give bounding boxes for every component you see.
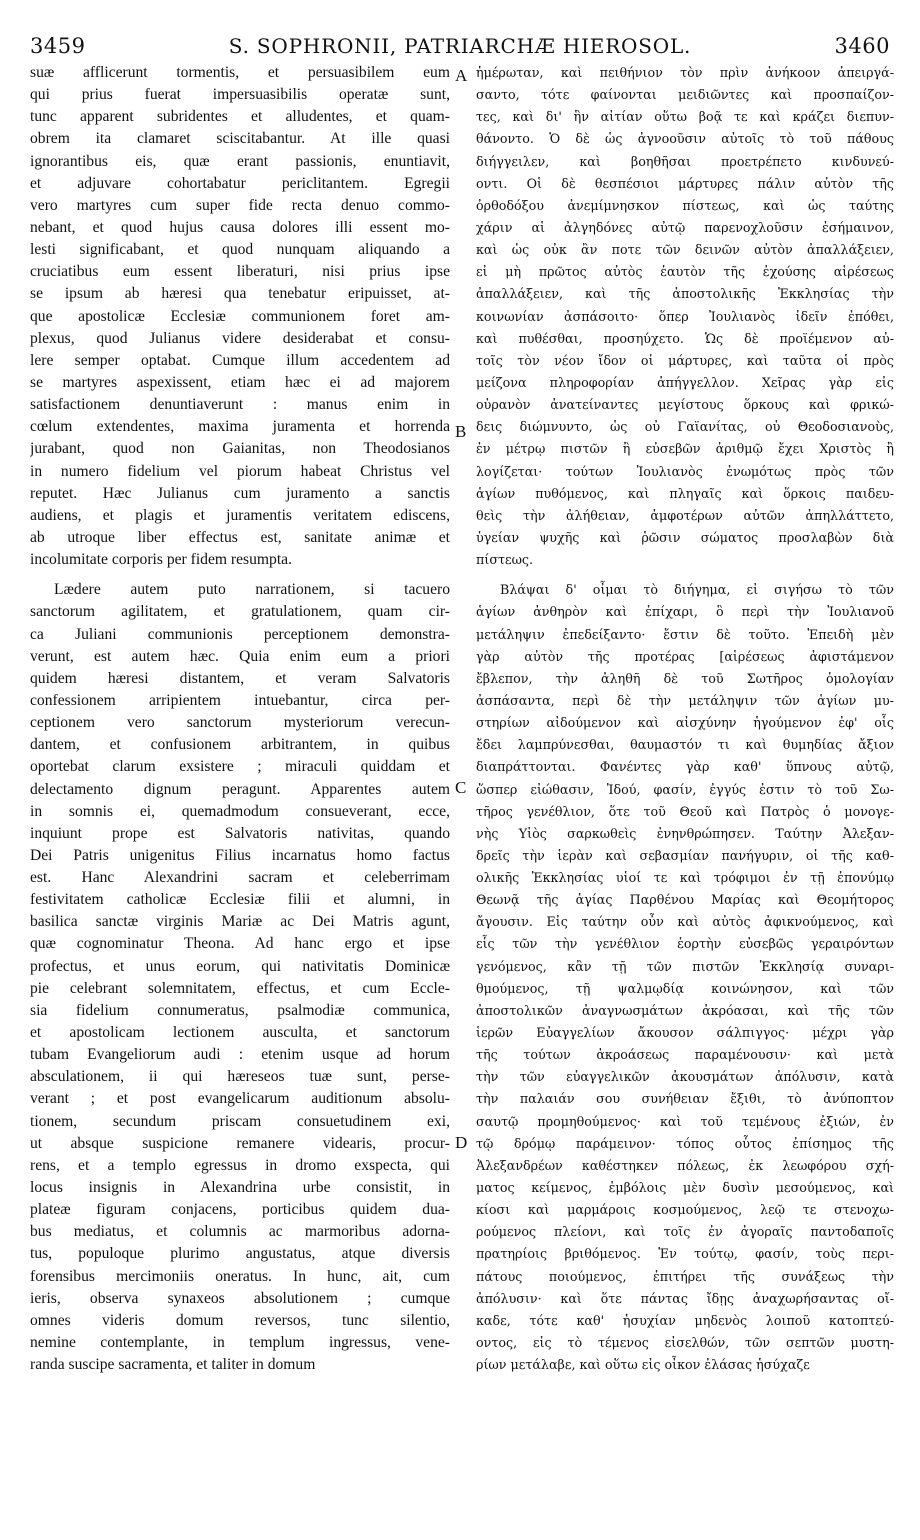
- text-line: τῷ δρόμῳ παράμεινον· τόπος οὗτος ἐπίσημος τῆς: [476, 1135, 894, 1151]
- text-line: tionem, secundum priscam consuetudinem exi,: [30, 1112, 450, 1130]
- text-line: τὴν παλαιάν σου συνήθειαν ἔξιθι, τὸ ἀνύποπτον: [476, 1091, 894, 1107]
- text-line: profectus, et unus eorum, qui nativitatis Dominicæ: [30, 957, 450, 975]
- paragraph: [30, 62, 450, 571]
- text-line: ab utroque liber effectus est, sanitate animæ et: [30, 528, 450, 546]
- text-line: ἁγίων ἀνθηρὸν καὶ ἐπίχαρι, ὃ περὶ τὴν Ἰουλιανοῦ: [476, 604, 894, 620]
- text-line: ρίων μετάλαβε, καὶ οὕτω εἰς οἶκον ἐλάσας ἡσύχαζε: [476, 1357, 810, 1373]
- text-line: jurabant, quod non Gaianitas, non Theodosianos: [30, 440, 450, 458]
- text-line: ὀρθοδόξου ἀνεμίμνησκον πίστεως, καὶ ὡς ταύτης: [476, 197, 894, 213]
- text-line: ρούμενος πλείονι, καὶ τοῖς ἐν ἀγοραῖς παντοδαποῖς: [476, 1224, 894, 1240]
- text-line: τῆρος γενέθλιον, ὅτε τοῦ Θεοῦ καὶ Πατρὸς ὁ μονογε-: [476, 803, 894, 819]
- text-line: ἔδει λαμπρύνεσθαι, θαυμαστόν τι καὶ θυμηδίας ἄξιον: [476, 737, 894, 753]
- running-title: S. SOPHRONII, PATRIARCHÆ HIEROSOL.: [228, 34, 692, 58]
- text-line: ceptionem vero sanctorum mysteriorum verecun-: [30, 714, 450, 732]
- text-line: μείζονα πληροφορίαν ἀπήγγελλον. Χεῖρας γὰρ εἰς: [476, 374, 894, 390]
- text-line: lere semper optabat. Cumque illum accedentem ad: [30, 351, 450, 369]
- paragraph-gap: [30, 571, 450, 579]
- margin-marker: A: [455, 66, 468, 85]
- text-line: pie celebrant solemnitatem, effectus, et cum Eccle-: [30, 979, 450, 997]
- text-line: ἀποστολικῶν ἀναγνωσμάτων ἀκρόασαι, καὶ τῆς τῶν: [476, 1002, 894, 1018]
- text-line: vero martyres cum super fide recta denuo commo-: [30, 196, 450, 214]
- text-line: oportebat clarum exsistere ; miraculi quiddam et: [30, 758, 450, 776]
- text-line: ἄγουσιν. Εἰς ταύτην οὖν καὶ αὐτὸς ἀφικνούμενος, καὶ: [476, 914, 894, 930]
- text-line: plexus, quod Julianus videre desiderabat et consu-: [30, 329, 450, 347]
- text-line: ὑγείαν ψυχῆς καὶ ῥῶσιν σώματος προσλαβὼν διὰ: [476, 529, 894, 545]
- text-line: quæ cognominatur Theona. Ad hanc ergo et ipse: [30, 935, 450, 953]
- text-line: σαυτῷ προμηθούμενος· καὶ τοῦ τεμένους ἐξιών, ἐν: [476, 1113, 894, 1129]
- text-line: cruciatibus eum essent liberaturi, nisi prius ipse: [30, 263, 450, 281]
- text-line: et adjuvare cohortabatur periclitantem. Egregii: [30, 174, 450, 192]
- text-line: quidem hæresi distantem, et veram Salvatoris: [30, 669, 450, 687]
- paragraph: [30, 579, 450, 1376]
- text-line: confessionem arripientem intuebantur, circa per-: [30, 691, 450, 709]
- text-line: θεὶς τὴν ἀλήθειαν, ἀμφοτέρων αὐτῶν ἀπηλλάττετο,: [476, 507, 894, 523]
- text-line: satisfactionem denuntiaverunt : manus enim in: [30, 396, 450, 414]
- text-line: τες, καὶ δι' ἣν αἰτίαν οὕτω βοᾷ τε καὶ κράζει διεπυν-: [476, 109, 894, 125]
- paragraph-gap: [476, 571, 894, 579]
- text-line: Dei Patris unigenitus Filius incarnatus homo factus: [30, 846, 450, 864]
- text-line: ματος κείμενος, ἐμβόλοις μὲν δυσὶν μεσούμενος, καὶ: [476, 1180, 894, 1196]
- text-line: ἐν μέτρῳ πιστῶν ἢ εὐσεβῶν ἀριθμῷ ἔχει Χριστὸς ἢ: [476, 441, 894, 457]
- text-line: inquiunt prope est Salvatoris nativitas, quando: [30, 824, 450, 842]
- page-number-left: 3459: [30, 34, 86, 58]
- text-line: qui prius fuerat impersuasibilis operatæ sunt,: [30, 86, 450, 104]
- text-line: est. Hanc Alexandrini sacram et celeberrimam: [30, 869, 450, 887]
- text-line: οὐρανὸν ἀνατείναντες μεγίστους ὅρκους καὶ φρικώ-: [476, 397, 894, 413]
- text-line: suæ afflicerunt tormentis, et persuasibilem eum: [30, 64, 450, 81]
- margin-marker: B: [455, 422, 467, 441]
- text-line: τὴν τῶν εὐαγγελικῶν ἀκουσμάτων ἀπόλυσιν, κατὰ: [476, 1069, 894, 1085]
- text-line: τοῖς τὸν νέον ἴδον οἱ μάρτυρες, καὶ ταῦτα οἱ πρὸς: [476, 352, 894, 368]
- text-line: νὴς Υἱὸς σαρκωθεὶς ἐνηνθρώπησεν. Ταύτην Ἀλεξαν-: [476, 825, 894, 841]
- text-line: Θεωνᾷ τῆς ἁγίας Παρθένου Μαρίας καὶ Θεομήτορος: [476, 892, 894, 908]
- text-line: οντος, εἰς τὸ τέμενος εἰσελθών, τῶν σεπτῶν μυστη-: [476, 1335, 894, 1351]
- text-line: ὥσπερ εἰώθασιν, Ἰδού, φασίν, ἐγγύς ἐστιν τὸ τοῦ Σω-: [476, 781, 894, 797]
- text-line: σαντο, τότε φαίνονται μειδιῶντες καὶ προσπαίζον-: [476, 87, 894, 103]
- text-line: Lædere autem puto narrationem, si tacuero: [54, 581, 450, 599]
- text-line: κίοσι καὶ μαρμάροις κοσμούμενος, λεῷ τε στενοχω-: [476, 1202, 894, 1218]
- text-line: tus, populoque plurimo angustatus, atque diversis: [30, 1245, 450, 1263]
- margin-marker: C: [455, 778, 467, 797]
- text-line: audiens, et plagis et juramentis veritatem ediscens,: [30, 506, 450, 524]
- text-line: καὶ πυθέσθαι, προσηύχετο. Ὡς δὲ προϊέμενον αὐ-: [476, 330, 894, 346]
- text-line: εἰ μὴ πρῶτος αὐτὸς ἑαυτὸν τῆς ἐχούσης αἱρέσεως: [476, 264, 894, 280]
- text-line: nemine contemplante, in templum ingressus, vene-: [30, 1334, 450, 1352]
- greek-column: [476, 62, 894, 1376]
- text-line: basilica sanctæ virginis Mariæ ac Dei Matris agunt,: [30, 913, 450, 931]
- text-line: nebant, et quod hujus causa dolores illi essent mo-: [30, 218, 450, 236]
- text-line: ἁγίων πυθόμενος, καὶ πληγαῖς καὶ ὅρκοις παιδευ-: [476, 485, 894, 501]
- running-header: [30, 30, 890, 62]
- text-line: tubam Evangeliorum audi : etenim usque ad horum: [30, 1046, 450, 1064]
- text-line: rens, et a templo egressus in dromo exspecta, qui: [30, 1156, 450, 1174]
- text-line: οντι. Οἱ δὲ θεσπέσιοι μάρτυρες πάλιν αὐτὸν τῆς: [476, 175, 894, 191]
- text-line: ολικῆς Ἐκκλησίας υἱοί τε καὶ τρόφιμοι ἐν τῇ ἐπονύμῳ: [476, 870, 894, 886]
- text-line: μετάληψιν ἐπεδείξαντο· ἔστιν δὲ τοῦτο. Ἐπειδὴ μὲν: [476, 626, 894, 642]
- paragraph: [476, 62, 894, 571]
- text-line: se ipsum ab hæresi qua tenebatur eripuisset, at-: [30, 285, 450, 303]
- text-line: πάτους ποιούμενος, ἐπιτήρει τῆς συνάξεως τὴν: [476, 1268, 894, 1284]
- text-line: dantem, et confusionem arbitrantem, in quibus: [30, 736, 450, 754]
- text-line: lesti significabant, et quod nunquam aliquando a: [30, 241, 450, 259]
- text-line: tunc apparent subridentes et alludentes, et quam-: [30, 108, 450, 126]
- latin-column: [30, 62, 450, 1376]
- text-line: delectamento dignum peragunt. Apparentes autem: [30, 780, 450, 798]
- text-line: δεις διώμνυντο, ὡς οὐ Γαϊανίτας, οὐ Θεοδοσιανοὺς,: [476, 419, 894, 435]
- text-line: Βλάψαι δ' οἶμαι τὸ διήγημα, εἰ σιγήσω τὸ τῶν: [500, 582, 894, 598]
- text-line: obrem ita clamaret sciscitabantur. At ille quasi: [30, 130, 450, 148]
- text-line: sanctorum agilitatem, et gratulationem, quam cir-: [30, 603, 450, 621]
- text-line: χάριν αἱ ἀλγηδόνες αὐτῷ παρενοχλοῦσιν ἐσήμαινον,: [476, 219, 894, 235]
- text-line: θάνοντο. Ὁ δὲ ὡς ἀγνοοῦσιν αὐτοῖς τὸ τοῦ πάθους: [476, 131, 894, 147]
- text-line: διήγγειλεν, καὶ βοηθῆσαι προετρέπετο κινδυνεύ-: [476, 153, 894, 169]
- text-line: omnes videris domum reversos, tunc silentio,: [30, 1311, 450, 1329]
- text-line: ἀπόλυσιν· καὶ ὅτε πάντας ἴδῃς ἀναχωρήσαντας οἴ-: [476, 1290, 894, 1306]
- text-line: καδε, τότε καθ' ἡσυχίαν μηδενὸς λοιποῦ κατοπτεύ-: [476, 1312, 894, 1328]
- text-line: στηρίων αἰδούμενον καὶ αἰσχύνην ἡγούμενον ἐφ' οἷς: [476, 715, 894, 731]
- text-line: forensibus mercimoniis oneratus. In hunc, ait, cum: [30, 1267, 450, 1285]
- text-line: ἡμέρωταν, καὶ πειθήνιον τὸν πρὶν ἀνήκοον ἀπειργά-: [476, 65, 894, 80]
- margin-marker: D: [455, 1133, 468, 1152]
- text-line: incolumitate corporis per fidem resumpta.: [30, 551, 292, 569]
- text-line: verant ; et post evangelicarum auditionum absolu-: [30, 1090, 450, 1108]
- text-line: γὰρ αὐτὸν τῆς προτέρας [αἱρέσεως ἀφιστάμενον: [476, 648, 894, 664]
- paragraph: [476, 579, 894, 1376]
- text-line: ignorantibus eis, quæ erant passionis, enuntiavit,: [30, 152, 450, 170]
- text-line: θμούμενος, τῇ ψαλμῳδίᾳ κοινώνησον, καὶ τῶν: [476, 980, 894, 996]
- page-number-right: 3460: [834, 34, 890, 58]
- text-line: cœlum extendentes, maxima juramenta et horrenda: [30, 418, 450, 436]
- text-line: se martyres aspexissent, etiam hæc ei ad majorem: [30, 373, 450, 391]
- text-line: ἀπαλλάξειεν, καὶ τῆς ἀποστολικῆς Ἐκκλησίας τὴν: [476, 286, 894, 302]
- text-line: in somnis ei, quemadmodum consueverant, ecce,: [30, 802, 450, 820]
- text-line: πίστεως.: [476, 552, 534, 568]
- text-line: καὶ ὡς οὐκ ἂν ποτε τῶν δεινῶν αὐτὸν ἀπαλλάξειεν,: [476, 242, 894, 258]
- text-line: que apostolicæ Ecclesiæ communionem foret am-: [30, 307, 450, 325]
- text-line: πρατηρίοις βριθόμενος. Ἐν τούτῳ, φασίν, τοὺς περι-: [476, 1246, 894, 1262]
- text-line: δρεῖς τὴν ἱερὰν καὶ σεβασμίαν πανήγυριν, οἱ τῆς καθ-: [476, 847, 894, 863]
- text-line: et apostolicam lectionem ausculta, et sanctorum: [30, 1024, 450, 1042]
- text-line: ἔβλεπον, τὴν ἀληθῆ δὲ τοῦ Σωτῆρος ὁμολογίαν: [476, 670, 894, 686]
- text-line: ut absque suspicione remanere videaris, procur-: [30, 1134, 450, 1152]
- text-line: Ἀλεξανδρέων καθέστηκεν πόλεως, ἐκ λεωφόρου σχή-: [476, 1157, 894, 1173]
- text-line: in numero fidelium vel piorum habeat Christus vel: [30, 462, 450, 480]
- text-line: ca Juliani communionis perceptionem demonstra-: [30, 625, 450, 643]
- text-line: randa suscipe sacramenta, et taliter in domum: [30, 1356, 316, 1374]
- text-line: ἱερῶν Εὐαγγελίων ἄκουσον σάλπιγγος· μέχρι γὰρ: [476, 1025, 894, 1041]
- text-line: bus mediatus, et columnis ac marmoribus adorna-: [30, 1223, 450, 1241]
- text-line: εἷς τῶν τὴν γενέθλιον ἑορτὴν εὐσεβῶς γεραιρόντων: [476, 936, 894, 952]
- text-line: festivitatem catholicæ Ecclesiæ filii et alumni, in: [30, 891, 450, 909]
- text-line: ἀσπάσαντα, περὶ δὲ τὴν μετάληψιν τῶν ἁγίων μυ-: [476, 692, 894, 708]
- text-line: διαπράττονται. Φανέντες γὰρ καθ' ὕπνους αὐτῷ,: [476, 759, 894, 775]
- text-line: λογίζεται· τούτων Ἰουλιανὸς ἐνωμότως πρὸς τῶν: [476, 463, 894, 479]
- text-line: plateæ figuram conjacens, porticibus quidem dua-: [30, 1201, 450, 1219]
- text-line: verunt, est autem hæc. Quia enim eum a priori: [30, 647, 450, 665]
- text-line: τῆς τούτων ἀκροάσεως παραμένουσιν· καὶ μετὰ: [476, 1047, 894, 1063]
- text-line: absculationem, ii qui hæreseos tuæ sunt, perse-: [30, 1068, 450, 1086]
- text-line: sia fidelium connumeratus, psalmodiæ communica,: [30, 1001, 450, 1019]
- text-line: ieris, observa synaxeos absolutionem ; cumque: [30, 1289, 450, 1307]
- text-line: γενόμενος, κἂν τῇ τῶν πιστῶν Ἐκκλησίᾳ συναρι-: [476, 958, 894, 974]
- text-line: κοινωνίαν ἀσπάσοιτο· ὅπερ Ἰουλιανὸς ἰδεῖν ἐπόθει,: [476, 308, 894, 324]
- text-line: locus insignis in Alexandrina urbe consistit, in: [30, 1179, 450, 1197]
- text-line: reputet. Hæc Julianus cum juramento a sanctis: [30, 484, 450, 502]
